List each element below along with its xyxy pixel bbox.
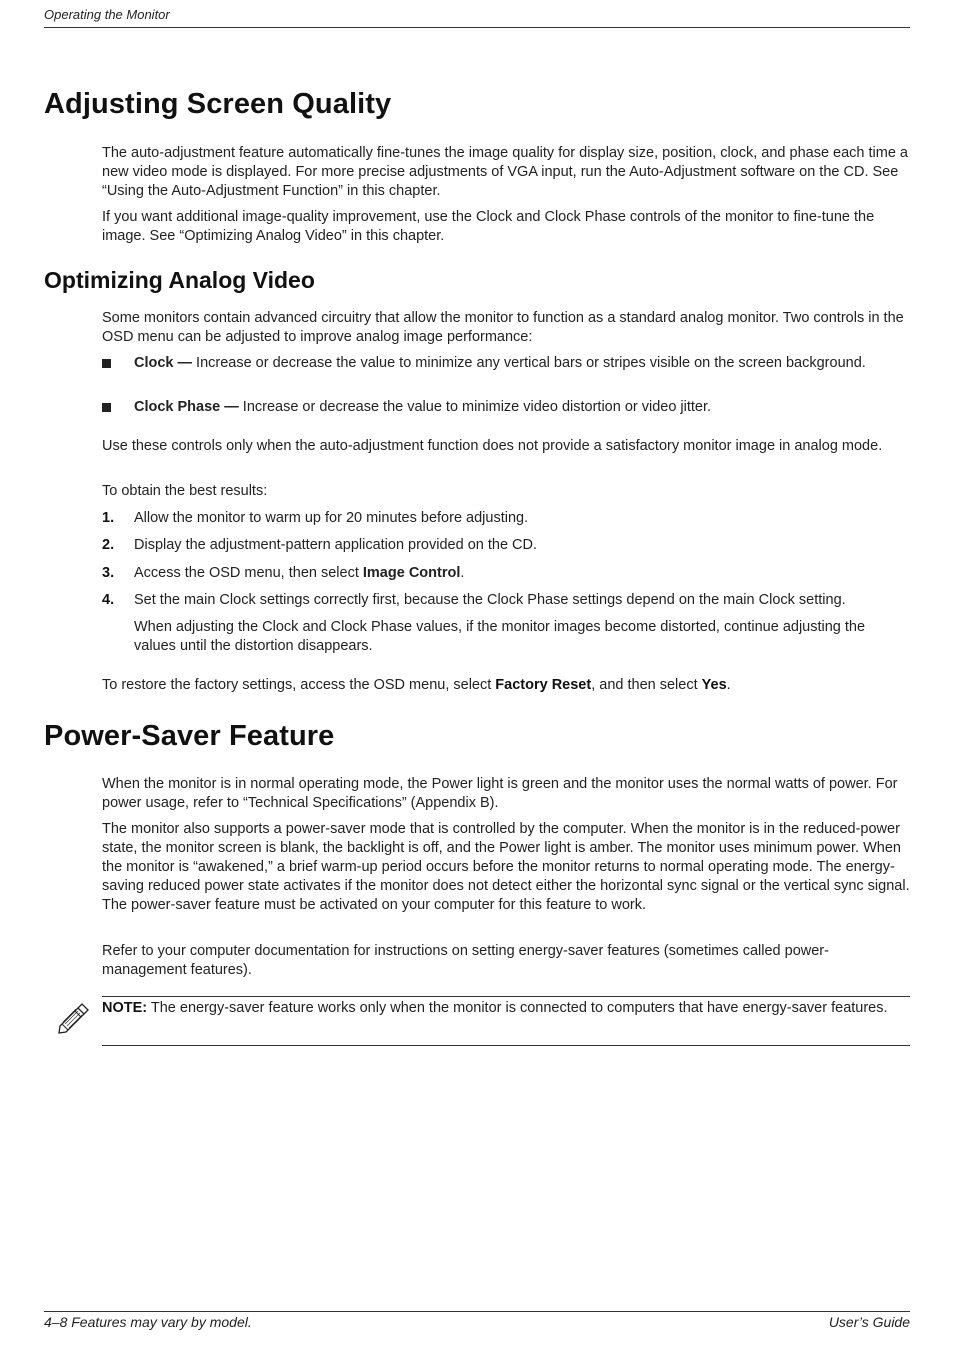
restore-text: To restore the factory settings, access the OSD menu, select [102,677,496,693]
paragraph-obtain-results: To obtain the best results: [102,483,268,499]
bullet-term: Clock — [134,355,193,371]
step-text: Allow the monitor to warm up for 20 minutes before adjusting. [134,510,529,526]
bullet-square-icon [102,403,111,412]
heading-optimizing-analog-video: Optimizing Analog Video [44,267,315,293]
paragraph-documentation: Refer to your computer documentation for instructions on setting energy-saver features (sometimes called power-management features). [102,943,829,978]
note-rule-top [102,996,910,997]
paragraph-power-saver-mode: The monitor also supports a power-saver mode that is controlled by the computer. When the monitor is in the reduced-power state, the monitor screen is blank, the backlight is off, and the Power light is amber. The monitor uses minimum power. When the monitor is “awakened,” a brief warm-up period occurs before the monitor returns to normal operating mode. The energy-saving reduced power state activates if the monitor does not detect either the horizontal sync signal or the vertical sync signal. The power-saver feature must be activated on your computer for this feature to work. [102,821,910,913]
step-text: Set the main Clock settings correctly first, because the Clock Phase settings depend on the main Clock setting. [134,592,846,608]
step-number: 1. [102,510,115,526]
step-number: 2. [102,537,115,553]
step-text: Display the adjustment-pattern application provided on the CD. [134,537,538,553]
footer-rule [44,1311,910,1312]
heading-power-saver-feature: Power-Saver Feature [44,720,335,752]
note-text [102,999,910,1018]
bullet-square-icon [102,359,111,368]
running-header: Operating the Monitor [44,7,170,22]
factory-reset-term: Factory Reset [495,677,592,693]
step-number: 3. [102,565,115,581]
step-number: 4. [102,592,115,608]
bullet-term: Clock Phase — [134,399,239,415]
step-followup-text: When adjusting the Clock and Clock Phase values, if the monitor images become distorted, continue adjusting the values until the distortion disappears. [134,619,866,654]
footer-page-info: 4–8 Features may vary by model. [44,1314,252,1330]
yes-term: Yes [701,677,727,693]
paragraph-normal-mode: When the monitor is in normal operating mode, the Power light is green and the monitor uses the normal watts of power. For power usage, refer to “Technical Specifications” (Appendix B). [102,776,898,811]
restore-text-end: . [726,677,731,693]
heading-adjusting-screen-quality: Adjusting Screen Quality [44,88,392,120]
bullet-text: Increase or decrease the value to minimize any vertical bars or stripes visible on the screen background. [192,355,866,371]
paragraph-image-quality: If you want additional image-quality improvement, use the Clock and Clock Phase controls of the monitor to fine-tune the image. See “Optimizing Analog Video” in this chapter. [102,209,875,244]
paragraph-use-controls: Use these controls only when the auto-adjustment function does not provide a satisfactory monitor image in analog mode. [102,438,883,454]
step-text-end: . [460,565,465,581]
note-body: The energy-saver feature works only when the monitor is connected to computers that have energy-saver features. [147,1000,888,1016]
paragraph-factory-reset [102,676,910,695]
paragraph-auto-adjustment: The auto-adjustment feature automatically fine-tunes the image quality for display size, position, clock, and phase each time a new video mode is displayed. For more precise adjustments of VGA input, run the Auto-Adjustment software on the CD. See “Using the Auto-Adjustment Function” in this chapter. [102,145,908,199]
bullet-text: Increase or decrease the value to minimize video distortion or video jitter. [238,399,712,415]
note-label: NOTE: [102,1000,148,1016]
note-rule-bottom [102,1045,910,1046]
paragraph-analog-intro: Some monitors contain advanced circuitry that allow the monitor to function as a standard analog monitor. Two controls in the OSD menu can be adjusted to improve analog image performance: [102,310,904,345]
footer-guide-title: User’s Guide [828,1314,910,1330]
pencil-note-icon [56,1000,96,1034]
restore-text-mid: , and then select [591,677,702,693]
step-text: Access the OSD menu, then select [134,565,363,581]
header-rule [44,27,910,28]
step-bold-term: Image Control [362,565,461,581]
